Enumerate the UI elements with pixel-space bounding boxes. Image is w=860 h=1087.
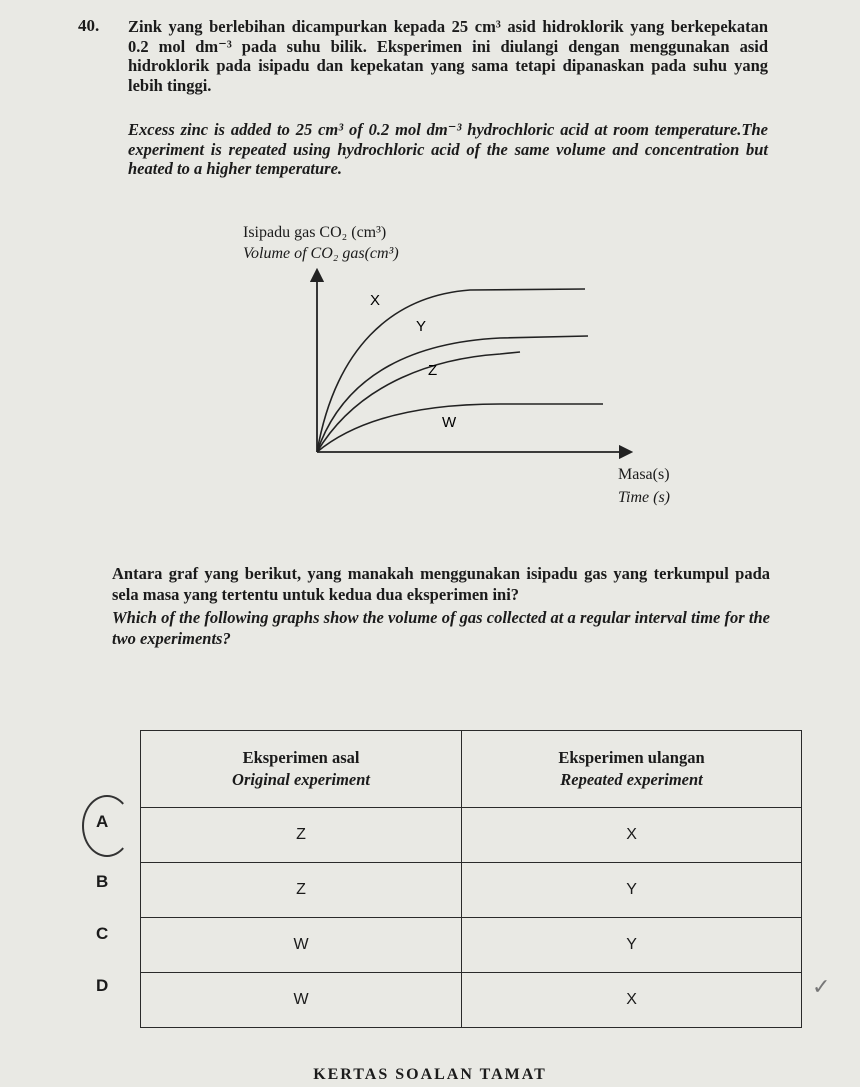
curve-label-w: W <box>442 414 457 431</box>
original-cell: Z <box>141 863 462 918</box>
prompt-malay: Antara graf yang berikut, yang manakah menggunakan isipadu gas yang terkumpul pada sela masa yang tertentu untuk kedua dua eksperimen ini? <box>112 564 770 604</box>
curve-y <box>317 336 588 452</box>
option-label-b[interactable]: B <box>96 872 109 891</box>
repeated-cell: Y <box>462 863 802 918</box>
header-repeated-english: Repeated experiment <box>560 770 703 789</box>
curve-z <box>317 352 520 452</box>
repeated-cell: X <box>462 808 802 863</box>
paper-end-footer: KERTAS SOALAN TAMAT <box>313 1066 547 1083</box>
tick-mark-icon: ✓ <box>812 974 831 999</box>
table-row <box>141 808 802 863</box>
graph-y-label-english: Volume of CO₂ gas(cm³) <box>243 245 399 262</box>
answer-table <box>140 730 802 1028</box>
curve-label-x: X <box>370 292 381 309</box>
header-original <box>141 731 462 808</box>
table-row <box>141 973 802 1028</box>
curve-label-z: Z <box>428 362 438 379</box>
question-number: 40. <box>78 16 100 35</box>
header-original-english: Original experiment <box>232 770 371 789</box>
option-label-a[interactable]: A <box>96 812 109 831</box>
answer-table-header <box>141 731 802 808</box>
option-label-c[interactable]: C <box>96 924 109 943</box>
option-label-d[interactable]: D <box>96 976 109 995</box>
prompt-english: Which of the following graphs show the volume of gas collected at a regular interval time for the two experiments? <box>112 608 770 648</box>
original-cell: W <box>141 973 462 1028</box>
table-row <box>141 863 802 918</box>
question-text-malay: Zink yang berlebihan dicampurkan kepada 25 cm³ asid hidroklorik yang berkepekatan 0.2 mol dm⁻³ pada suhu bilik. Eksperimen ini diulangi dengan menggunakan asid hidroklorik pada isipadu dan kepekatan yang sama tetapi dipanaskan pada suhu yang lebih tinggi. <box>128 17 768 95</box>
graph-x-label-malay: Masa(s) <box>618 466 670 483</box>
graph-x-label-english: Time (s) <box>618 489 670 506</box>
graph-y-label-malay: Isipadu gas CO₂ (cm³) <box>243 224 387 241</box>
curve-w <box>317 404 603 452</box>
table-row <box>141 918 802 973</box>
original-cell: Z <box>141 808 462 863</box>
header-repeated-malay: Eksperimen ulangan <box>558 748 705 767</box>
header-repeated <box>462 731 802 808</box>
original-cell: W <box>141 918 462 973</box>
curve-label-y: Y <box>416 318 427 335</box>
repeated-cell: X <box>462 973 802 1028</box>
question-text-english: Excess zinc is added to 25 cm³ of 0.2 mol dm⁻³ hydrochloric acid at room temperature.The experiment is repeated using hydrochloric acid of the same volume and concentration but heated to a higher temperature. <box>128 120 768 178</box>
repeated-cell: Y <box>462 918 802 973</box>
header-original-malay: Eksperimen asal <box>242 748 360 767</box>
